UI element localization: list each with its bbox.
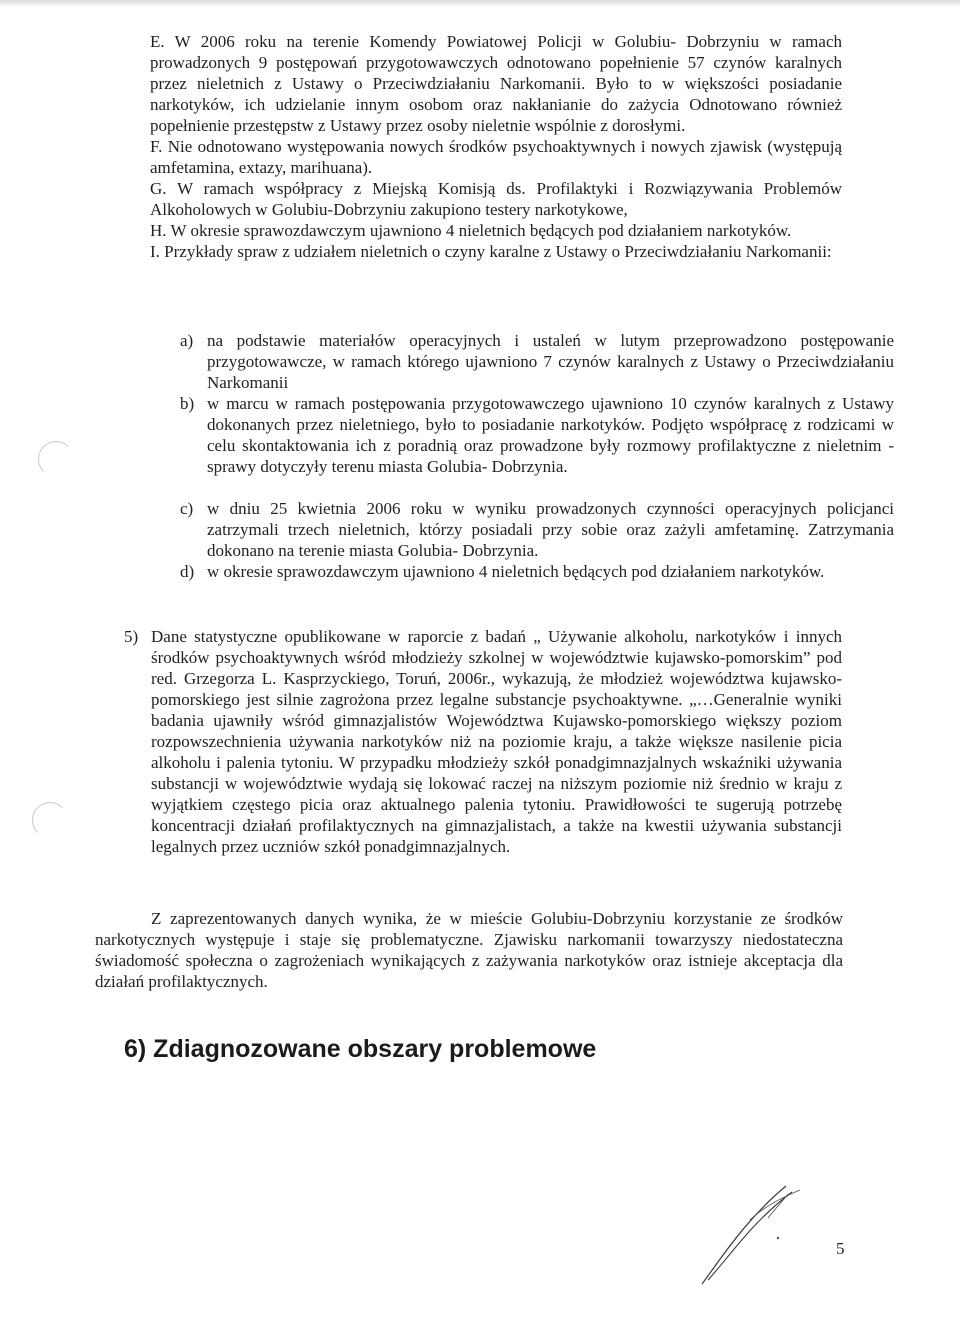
list-item-text: w dniu 25 kwietnia 2006 roku w wyniku prowadzonych czynności operacyjnych policjanci zatrzymali trzech nieletnich, którzy posiadali przy sobie oraz zażyli amfetaminę. Zatrzymania dokonano na terenie miasta Golubia- Dobrzynia. [207,499,894,560]
list-marker: a) [180,331,194,350]
punch-hole-mark-bottom [32,802,68,838]
list-marker: b) [180,394,195,413]
sections-e-to-i [150,31,842,262]
point-5-text: Dane statystyczne opublikowane w raporcie z badań „ Używanie alkoholu, narkotyków i innych środków psychoaktywnych wśród młodzieży szkolnej w województwie kujawsko-pomorskim” pod red. Grzegorza L. Kasprzyckiego, Toruń, 2006r., wykazują, że młodzież województwa kujawsko-pomorskiego jest silnie zagrożona przez legalne substancje psychoaktywne. „…Generalnie wyniki badania ujawniły wśród gimnazjalistów Województwa Kujawsko-pomorskiego większy poziom rozpowszechnienia używania narkotyków niż na poziomie kraju, a także większe nasilenie picia alkoholu i palenia tytoniu. W przypadku młodzieży szkół ponadgimnazjalnych wskaźniki używania substancji w województwie wydają się lokować raczej na niższym poziomie niż średnio w kraju z wyjątkiem częstego picia oraz aktualnego palenia tytoniu. Prawidłowości te sugerują potrzebę koncentracji działań profilaktycznych na gimnazjalistach, a także na kwestii używania substancji legalnych przez uczniów szkół ponadgimnazjalnych. [151,627,842,856]
section-heading: 6) Zdiagnozowane obszary problemowe [124,1035,597,1063]
list-item-text: w okresie sprawozdawczym ujawniono 4 nieletnich będących pod działaniem narkotyków. [207,562,825,581]
section-i-paragraph: I. Przykłady spraw z udziałem nieletnich o czyny karalne z Ustawy o Przeciwdziałaniu Narkomanii: [150,242,832,261]
scan-edge-shadow [0,0,960,7]
list-marker: c) [180,499,194,518]
list-item-text: na podstawie materiałów operacyjnych i ustaleń w lutym przeprowadzono postępowanie przygotowawcze, w ramach którego ujawniono 7 czynów karalnych z Ustawy o Przeciwdziałaniu Narkomanii [207,331,894,392]
page-number: 5 [836,1239,845,1258]
signature-mark [690,1180,810,1290]
section-g-paragraph: G. W ramach współpracy z Miejską Komisją ds. Profilaktyki i Rozwiązywania Problemów Alkoholowych w Golubiu-Dobrzyniu zakupiono testery narkotykowe, [150,179,842,219]
section-f-paragraph: F. Nie odnotowano występowania nowych środków psychoaktywnych i nowych zjawisk (występują amfetamina, extazy, marihuana). [150,137,842,177]
section-h-paragraph: H. W okresie sprawozdawczym ujawniono 4 nieletnich będących pod działaniem narkotyków. [150,221,792,240]
point-5 [124,626,844,891]
list-item-text: w marcu w ramach postępowania przygotowawczego ujawniono 10 czynów karalnych z Ustawy dokonanych przez nieletniego, było to posiadanie narkotyków. Podjęto współpracę z rodzicami w celu skontaktowania ich z poradnią oraz prowadzone były rozmowy profilaktyczne z nieletnim - sprawy dotyczyły terenu miasta Golubia- Dobrzynia. [207,394,894,476]
point-5-marker: 5) [124,627,139,646]
list-marker: d) [180,562,195,581]
punch-hole-mark-top [38,441,74,477]
conclusion-paragraph: Z zaprezentowanych danych wynika, że w mieście Golubiu-Dobrzyniu korzystanie ze środków narkotycznych występuje i staje się problematyczne. Zjawisku narkomanii towarzyszy niedostateczna świadomość społeczna o zagrożeniach wynikających z zażywania narkotyków oraz istnieje akceptacja dla działań profilaktycznych. [95,909,843,991]
section-e-paragraph: E. W 2006 roku na terenie Komendy Powiatowej Policji w Golubiu- Dobrzyniu w ramach prowadzonych 9 postępowań przygotowawczych odnotowano popełnienie 57 czynów karalnych przez nieletnich z Ustawy o Przeciwdziałaniu Narkomanii. Było to w większości posiadanie narkotyków, ich udzielanie innym osobom oraz nakłanianie do zażycia Odnotowano również popełnienie przestępstw z Ustawy przez osoby nieletnie wspólnie z dorosłymi. [150,32,842,135]
examples-list [150,330,894,610]
